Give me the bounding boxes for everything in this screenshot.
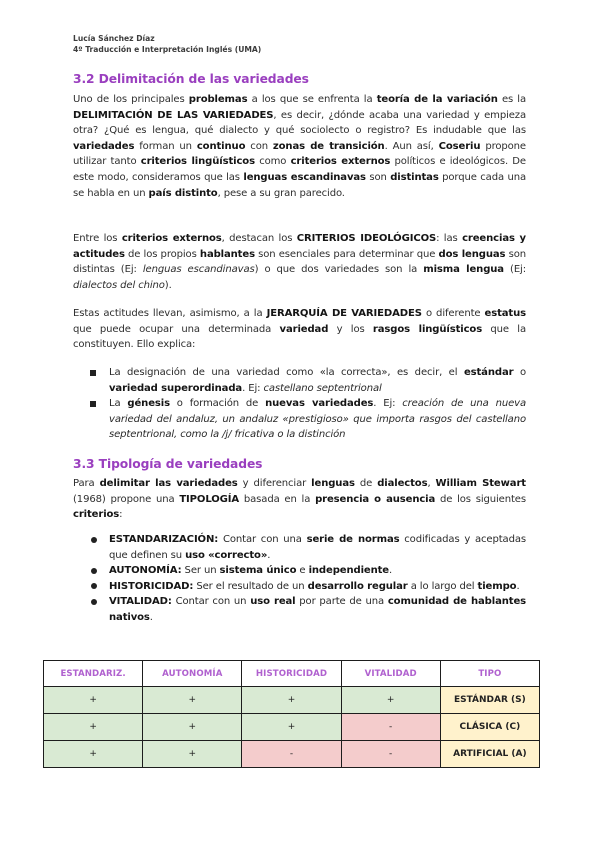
- section-3-2-paragraph-2: Entre los criterios externos, destacan los CRITERIOS IDEOLÓGICOS: las creencias y actitudes de los propios hablantes son esenciales para determinar que dos lenguas son distintas (Ej: lenguas escandinavas) o que dos variedades son la misma lengua (Ej: dialectos del chino).: [73, 233, 526, 291]
- list-item: [73, 594, 526, 625]
- list-item-text: VITALIDAD: Contar con un uso real por parte de una comunidad de hablantes nativos.: [109, 596, 526, 623]
- round-bullet-icon: [91, 599, 97, 605]
- column-header: AUTONOMÍA: [143, 661, 242, 687]
- round-bullet-icon: [91, 583, 97, 589]
- table-cell: +: [143, 714, 242, 741]
- column-header: VITALIDAD: [341, 661, 440, 687]
- table-row: [44, 714, 540, 741]
- square-bullet-icon: [90, 401, 96, 407]
- section-3-2-heading: 3.2 Delimitación de las variedades: [73, 72, 309, 86]
- section-3-2-paragraph-3: Estas actitudes llevan, asimismo, a la JERARQUÍA DE VARIEDADES o diferente estatus que puede ocupar una determinada variedad y los rasgos lingüísticos que la constituyen. Ello explica:: [73, 308, 527, 351]
- table-cell: -: [341, 741, 440, 768]
- table-cell: +: [44, 741, 143, 768]
- section-3-2-paragraph-1: Uno de los principales problemas a los que se enfrenta la teoría de la variación es la DELIMITACIÓN DE LAS VARIEDADES, es decir, ¿dónde acaba una variedad y empieza otra? ¿Qué es lengua, qué dialecto y qué sociolecto o registro? Es indudable que las variedades forman un continuo con zonas de transición. Aun así, Coseriu propone utilizar tanto criterios lingüísticos como criterios externos políticos e ideológicos. De este modo, consideramos que las lenguas escandinavas son distintas porque cada una se habla en un país distinto, pese a su gran parecido.: [73, 94, 527, 199]
- table-row: [44, 741, 540, 768]
- table-cell: -: [341, 714, 440, 741]
- type-cell: CLÁSICA (C): [440, 714, 539, 741]
- table-row: [44, 687, 540, 714]
- list-item-text: AUTONOMÍA: Ser un sistema único e independiente.: [109, 565, 393, 577]
- type-cell: ESTÁNDAR (S): [440, 687, 539, 714]
- author-name: Lucía Sánchez Díaz: [73, 34, 155, 43]
- list-item-text: La génesis o formación de nuevas variedades. Ej: creación de una nueva variedad del andaluz, un andaluz «prestigioso» que importa rasgos del castellano septentrional, como la /j/ fricativa o la distinción: [109, 398, 526, 441]
- column-header: TIPO: [440, 661, 539, 687]
- round-bullet-icon: [91, 568, 97, 574]
- hierarchy-bullet-list: [73, 365, 526, 443]
- type-cell: ARTIFICIAL (A): [440, 741, 539, 768]
- list-item-text: La designación de una variedad como «la correcta», es decir, el estándar o variedad superordinada. Ej: castellano septentrional: [109, 367, 526, 394]
- section-3-3-heading: 3.3 Tipología de variedades: [73, 457, 263, 471]
- list-item: [73, 365, 526, 396]
- list-item: [73, 579, 526, 595]
- table-cell: +: [44, 714, 143, 741]
- variety-typology-table: [43, 660, 540, 768]
- list-item: [73, 532, 526, 563]
- table-cell: +: [341, 687, 440, 714]
- list-item: [73, 396, 526, 443]
- list-item-text: ESTANDARIZACIÓN: Contar con una serie de normas codificadas y aceptadas que definen su uso «correcto».: [109, 534, 527, 561]
- column-header: HISTORICIDAD: [242, 661, 341, 687]
- table-cell: -: [242, 741, 341, 768]
- list-item-text: HISTORICIDAD: Ser el resultado de un desarrollo regular a lo largo del tiempo.: [109, 580, 520, 592]
- table-cell: +: [143, 687, 242, 714]
- table-cell: +: [143, 741, 242, 768]
- section-3-3-paragraph-1: Para delimitar las variedades y diferenciar lenguas de dialectos, William Stewart (1968) propone una TIPOLOGÍA basada en la presencia o ausencia de los siguientes criterios:: [73, 478, 526, 521]
- square-bullet-icon: [90, 370, 96, 376]
- table-header-row: [44, 661, 540, 687]
- page-header: [73, 34, 261, 55]
- column-header: ESTANDARIZ.: [44, 661, 143, 687]
- table-cell: +: [242, 714, 341, 741]
- criteria-bullet-list: [73, 532, 526, 626]
- table-cell: +: [44, 687, 143, 714]
- list-item: [73, 563, 526, 579]
- table-cell: +: [242, 687, 341, 714]
- course-name: 4º Traducción e Interpretación Inglés (UMA): [73, 44, 262, 54]
- round-bullet-icon: [91, 537, 97, 543]
